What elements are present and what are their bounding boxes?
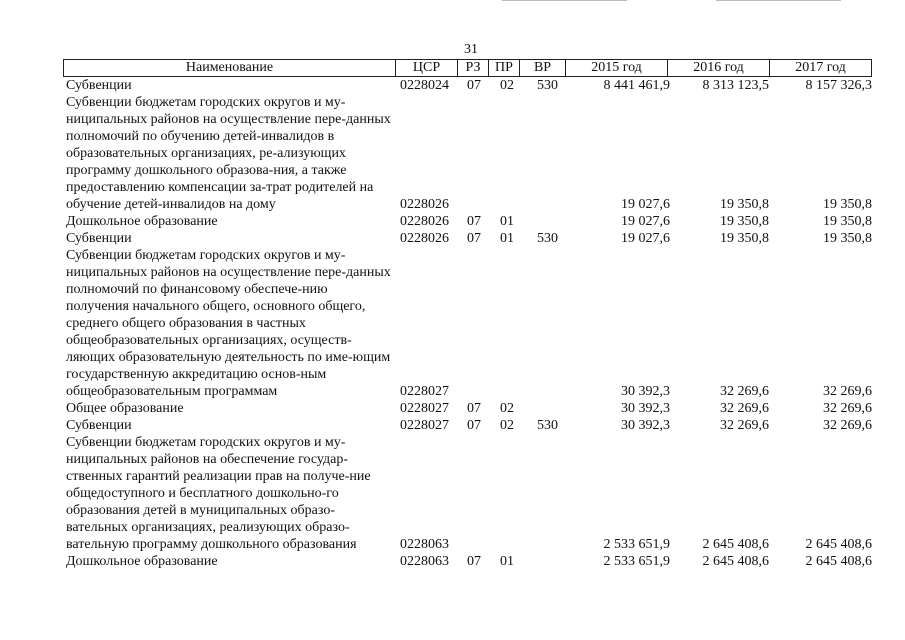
row-name: Субвенции (66, 78, 132, 93)
row-rz: 07 (467, 231, 481, 246)
row-y2016: 2 645 408,6 (702, 537, 769, 552)
row-name: Субвенции бюджетам городских округов и му-ниципальных районов на осуществление пере-данных полномочий по обучению детей-инвалидов в образовательных организациях, ре-ализующих программу дошкольного образова-ния, а также предоставлению компенсации за-трат родителей на обучение детей-инвалидов на дому (66, 95, 391, 212)
table-row (0, 213, 905, 230)
row-y2017: 19 350,8 (823, 197, 872, 212)
table-row (0, 230, 905, 247)
row-pr: 01 (500, 554, 514, 569)
row-pr: 02 (500, 78, 514, 93)
row-csr: 0228063 (400, 554, 449, 569)
row-rz: 07 (467, 418, 481, 433)
table-row (0, 417, 905, 434)
row-csr: 0228026 (400, 197, 449, 212)
row-y2015: 2 533 651,9 (603, 537, 670, 552)
row-name: Субвенции бюджетам городских округов и му-ниципальных районов на осуществление пере-данных полномочий по финансовому обеспече-нию получения начального общего, основного общего, среднего общего образования в частных общеобразовательных организациях, осуществ-ляющих образовательную деятельность по име-ющим государственную аккредитацию основ-ным общеобразовательным программам (66, 248, 391, 399)
header-pr: ПР (489, 60, 520, 77)
row-vr: 530 (537, 418, 558, 433)
row-y2016: 32 269,6 (720, 384, 769, 399)
row-name: Дошкольное образование (66, 554, 218, 569)
row-y2016: 2 645 408,6 (702, 554, 769, 569)
row-y2015: 19 027,6 (621, 214, 670, 229)
row-rz: 07 (467, 401, 481, 416)
header-vr: ВР (520, 60, 566, 77)
row-csr: 0228024 (400, 78, 449, 93)
row-name: Субвенции (66, 231, 132, 246)
header-csr: ЦСР (396, 60, 458, 77)
scan-top-line-left (502, 0, 627, 1)
row-pr: 01 (500, 231, 514, 246)
table-body (0, 77, 905, 570)
row-y2016: 19 350,8 (720, 197, 769, 212)
row-y2016: 32 269,6 (720, 401, 769, 416)
row-csr: 0228027 (400, 418, 449, 433)
header-name: Наименование (64, 60, 396, 77)
header-2017: 2017 год (770, 60, 872, 77)
row-y2017: 2 645 408,6 (805, 537, 872, 552)
row-csr: 0228026 (400, 231, 449, 246)
table-header (63, 59, 872, 77)
row-vr: 530 (537, 78, 558, 93)
row-pr: 02 (500, 401, 514, 416)
scan-top-line-right (716, 0, 841, 1)
row-y2015: 30 392,3 (621, 384, 670, 399)
header-2016: 2016 год (668, 60, 770, 77)
row-y2017: 2 645 408,6 (805, 554, 872, 569)
row-y2015: 19 027,6 (621, 231, 670, 246)
page-number: 31 (464, 42, 478, 57)
row-y2015: 8 441 461,9 (603, 78, 670, 93)
row-rz: 07 (467, 554, 481, 569)
row-y2015: 2 533 651,9 (603, 554, 670, 569)
row-pr: 01 (500, 214, 514, 229)
row-y2016: 19 350,8 (720, 214, 769, 229)
table-row (0, 94, 905, 213)
row-y2017: 32 269,6 (823, 418, 872, 433)
table-row (0, 400, 905, 417)
row-csr: 0228027 (400, 401, 449, 416)
table-row (0, 77, 905, 94)
row-name: Общее образование (66, 401, 184, 416)
row-y2015: 30 392,3 (621, 418, 670, 433)
table-row (0, 434, 905, 553)
row-y2015: 30 392,3 (621, 401, 670, 416)
row-csr: 0228026 (400, 214, 449, 229)
table-row (0, 247, 905, 400)
row-y2015: 19 027,6 (621, 197, 670, 212)
row-y2016: 19 350,8 (720, 231, 769, 246)
row-y2017: 19 350,8 (823, 231, 872, 246)
row-csr: 0228063 (400, 537, 449, 552)
row-name: Субвенции бюджетам городских округов и му-ниципальных районов на обеспечение государ-ственных гарантий реализации прав на получе-ние общедоступного и бесплатного дошкольно-го образования детей в муниципальных образо-вательных организациях, реализующих образо-вательную программу дошкольного образования (66, 435, 371, 552)
header-row (64, 60, 872, 77)
row-y2017: 8 157 326,3 (805, 78, 872, 93)
header-2015: 2015 год (566, 60, 668, 77)
row-y2016: 8 313 123,5 (702, 78, 769, 93)
row-y2017: 32 269,6 (823, 401, 872, 416)
row-rz: 07 (467, 214, 481, 229)
row-name: Субвенции (66, 418, 132, 433)
row-y2016: 32 269,6 (720, 418, 769, 433)
row-rz: 07 (467, 78, 481, 93)
header-rz: РЗ (458, 60, 489, 77)
row-y2017: 19 350,8 (823, 214, 872, 229)
row-csr: 0228027 (400, 384, 449, 399)
row-pr: 02 (500, 418, 514, 433)
row-name: Дошкольное образование (66, 214, 218, 229)
table-row (0, 553, 905, 570)
row-y2017: 32 269,6 (823, 384, 872, 399)
row-vr: 530 (537, 231, 558, 246)
